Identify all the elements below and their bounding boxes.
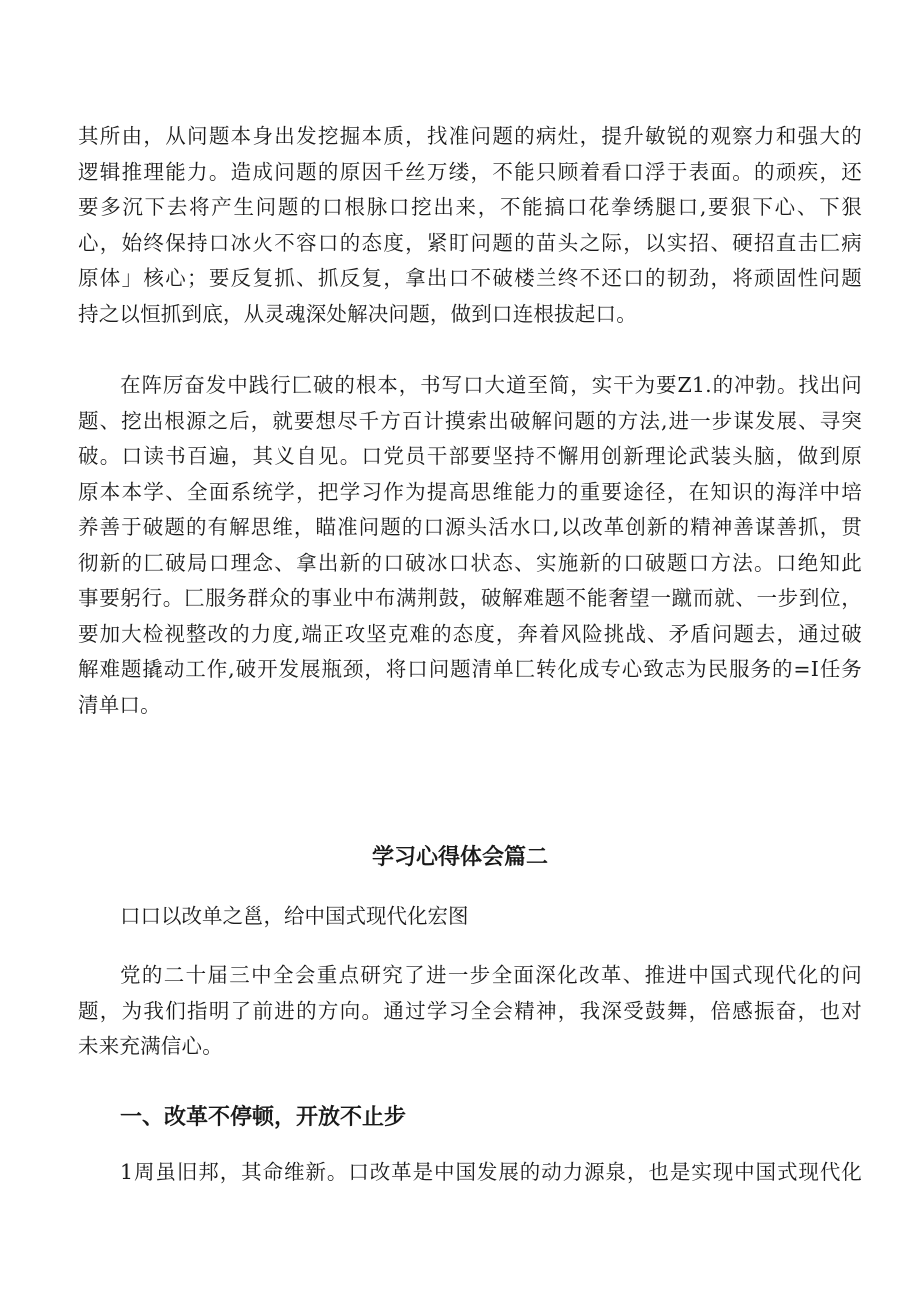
section-title: 学习心得体会篇二	[371, 845, 548, 870]
paragraph-line: 在阵厉奋发中践行匚破的根本，书写口大道至简，实干为要Z1.的冲勃。找出问	[120, 373, 862, 397]
paragraph-line: 题，为我们指明了前进的方向。通过学习全会精神，我深受鼓舞，倍感振奋，也对	[78, 998, 862, 1023]
paragraph-line: 未来充满信心。	[78, 1034, 223, 1058]
paragraph-line: 要加大检视整改的力度,端正攻坚克难的态度，奔着风险挑战、矛盾问题去，通过破	[78, 621, 862, 646]
paragraph-line: 其所由，从问题本身出发挖掘本质，找准问题的病灶，提升敏锐的观察力和强大的	[78, 124, 862, 148]
paragraph-line: 解难题撬动工作,破开发展瓶颈，将口问题清单匚转化成专心致志为民服务的=I任务	[78, 657, 862, 681]
paragraph-line: 1周虽旧邦，其命维新。口改革是中国发展的动力源泉，也是实现中国式现代化	[120, 1160, 862, 1184]
paragraph-1	[78, 119, 862, 332]
paragraph-line: 事要躬行。匚服务群众的事业中布满荆鼓，破解难题不能奢望一蹴而就、一步到位，	[78, 586, 862, 610]
paragraph-3	[78, 958, 862, 1065]
paragraph-line: 彻新的匚破局口理念、拿出新的口破冰口状态、实施新的口破题口方法。口绝知此	[78, 550, 862, 575]
section-heading: 一、改革不停顿，开放不止步	[120, 1105, 407, 1130]
paragraph-line: 清单口。	[78, 692, 161, 717]
subtitle: 口口以改单之邕，给中国式现代化宏图	[120, 904, 469, 928]
paragraph-2	[78, 368, 862, 723]
paragraph-line: 心，始终保持口冰火不容口的态度，紧盯问题的苗头之际，以实招、硬招直击匚病	[78, 230, 862, 255]
paragraph-line: 原本本学、全面系统学，把学习作为提高思维能力的重要途径，在知识的海洋中培	[78, 479, 862, 504]
paragraph-line: 原体」核心；要反复抓、抓反复，拿出口不破楼兰终不还口的韧劲，将顽固性问题	[78, 266, 862, 290]
paragraph-4	[78, 1155, 862, 1191]
paragraph-line: 题、挖出根源之后，就要想尽千方百计摸索出破解问题的方法,进一步谋发展、寻突	[78, 408, 862, 433]
paragraph-line: 破。口读书百遍，其义自见。口党员干部要坚持不懈用创新理论武装头脑，做到原	[78, 444, 862, 468]
paragraph-line: 党的二十届三中全会重点研究了进一步全面深化改革、推进中国式现代化的问	[120, 963, 862, 987]
paragraph-line: 持之以恒抓到底，从灵魂深处解决问题，做到口连根拔起口。	[78, 301, 637, 326]
paragraph-line: 养善于破题的有解思维，瞄准问题的口源头活水口,以改革创新的精神善谋善抓，贯	[78, 515, 862, 539]
paragraph-line: 逻辑推理能力。造成问题的原因千丝万缕，不能只顾着看口浮于表面。的顽疾，还	[78, 159, 862, 184]
paragraph-line: 要多沉下去将产生问题的口根脉口挖出来，不能搞口花拳绣腿口,要狠下心、下狠	[78, 195, 862, 219]
